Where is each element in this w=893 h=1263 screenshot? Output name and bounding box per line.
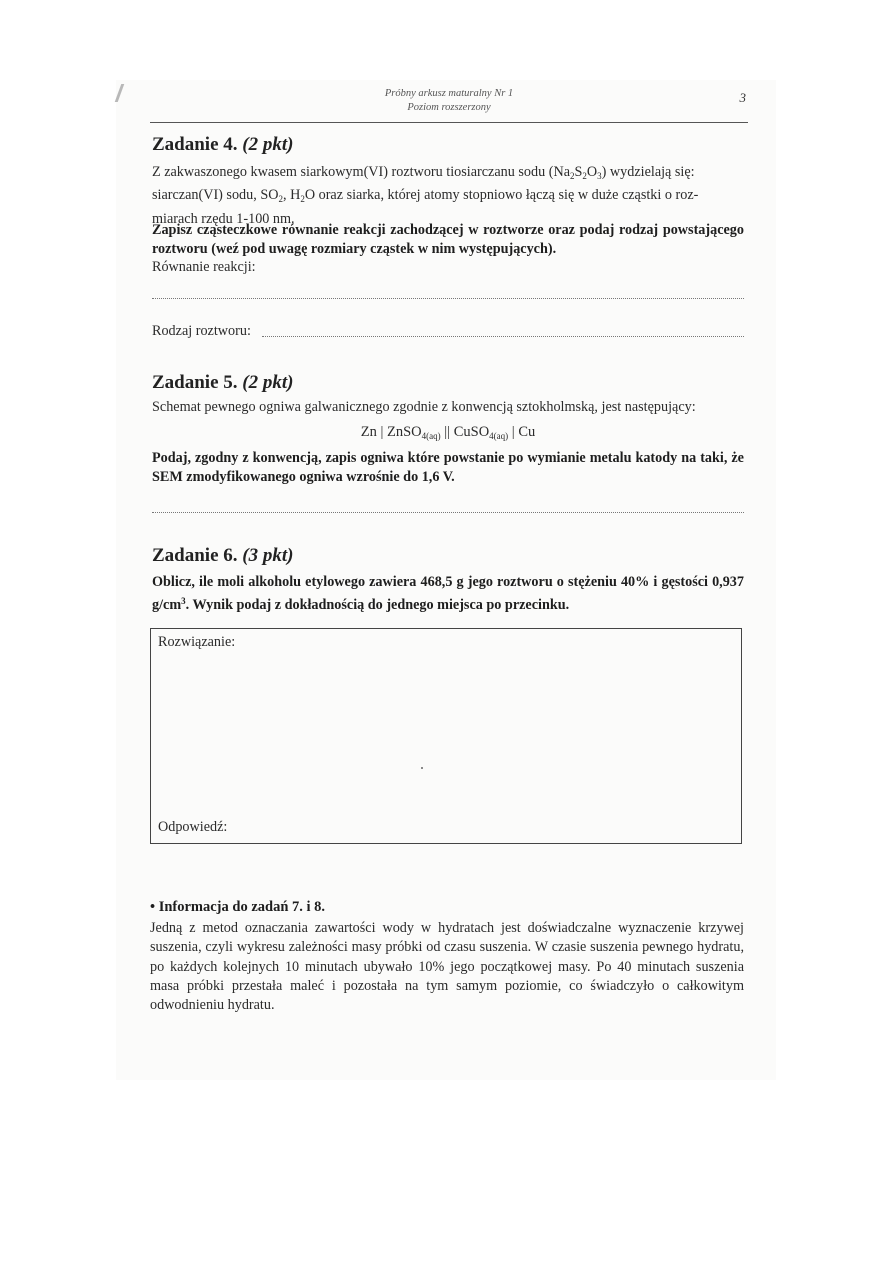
task6-instruction: Oblicz, ile moli alkoholu etylowego zawiera 468,5 g jego roztworu o stężeniu 40% i gęstości 0,937 $g/cm^3$. Wynik podaj z dokładnością do jednego miejsca po przecinku. [152,574,744,614]
cell-formula: Zn | ZnSO$_{4(aq)}$ || CuSO$_{4(aq)}$ | Cu [360,424,536,441]
task6-points: (3 pkt) [242,545,294,566]
task5-points: (2 pkt) [242,372,294,393]
task4-intro-line3: miarach rzędu 1-100 nm. [152,210,295,227]
header-level: Poziom rozszerzony [407,102,491,113]
task4-instruction: Zapisz cząsteczkowe równanie reakcji zachodzącej w roztworze oraz podaj rodzaj powstającego roztworu (weź pod uwagę rozmiary cząstek w nim występujących). [152,222,744,258]
task5-intro: Schemat pewnego ogniwa galwanicznego zgodnie z konwencją sztokholmską, jest następujący: [152,399,696,415]
task4-intro [152,163,744,229]
page-header [150,88,748,123]
task5-title-text: Zadanie 5. [152,372,238,393]
solution-box[interactable] [150,628,742,844]
equation-answer-line[interactable] [152,298,744,299]
task4-points: (2 pkt) [242,134,294,155]
info-title: • Informacja do zadań 7. i 8. [150,899,326,915]
solution-label: Rozwiązanie: [158,634,236,650]
task6-title [152,545,293,567]
task6-title-text: Zadanie 6. [152,545,238,566]
task4-title [152,134,293,156]
task5-instruction: Podaj, zgodny z konwencją, zapis ogniwa które powstanie po wymianie metalu katody na taki, że SEM zmodyfikowanego ogniwa wzrośnie do 1,6 V. [152,450,744,486]
task5-answer-line[interactable] [152,512,744,513]
header-title: Próbny arkusz maturalny Nr 1 [384,88,514,99]
solution-type-label: Rodzaj roztworu: [152,323,251,339]
info-text: Jedną z metod oznaczania zawartości wody w hydratach jest doświadczalne wyznaczenie krzywej suszenia, czyli wykresu zależności masy próbki od czasu suszenia. W czasie suszenia pewnego hydratu, po każdych kolejnych 10 minutach ubywało 10% jego początkowej masy. Po 40 minutach suszenia masa próbki przestała maleć i pozostała na tym samym poziomie, co świadczyło o całkowitym odwodnieniu hydratu. [150,920,744,1014]
solution-type-answer-line[interactable] [262,336,744,337]
task4-title-text: Zadanie 4. [152,134,238,155]
task4-intro-line2: siarczan(VI) sodu, $SO_2$, $H_2O$ oraz siarka, której atomy stopniowo łączą się w duże cząstki o roz- [152,187,699,205]
scan-speck [421,767,423,769]
page-number: 3 [739,90,746,105]
equation-label: Równanie reakcji: [152,259,256,275]
answer-label: Odpowiedź: [158,819,228,835]
task4-intro-line1: Z zakwaszonego kwasem siarkowym(VI) roztworu tiosiarczanu sodu $(Na_2S_2O_3)$ wydzielają się: [152,164,695,181]
task5-title [152,372,293,394]
